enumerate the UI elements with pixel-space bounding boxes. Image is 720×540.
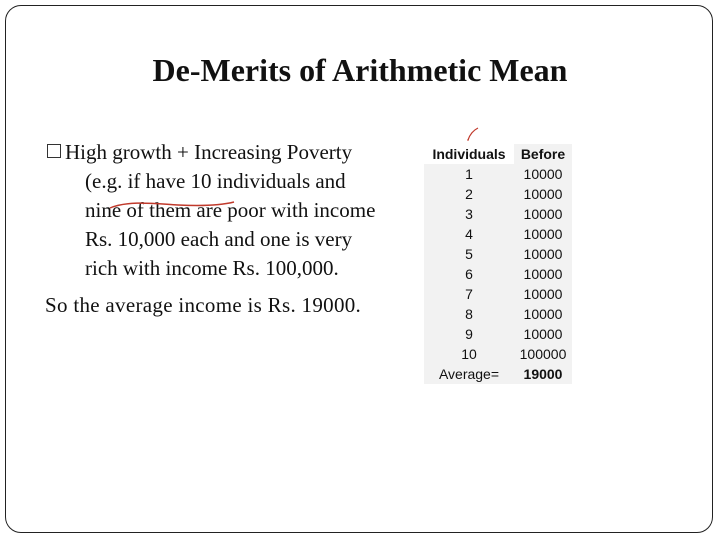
- average-label: Average=: [424, 364, 514, 384]
- table-header-row: [424, 144, 572, 164]
- cell-individual: 4: [424, 224, 514, 244]
- table-row: [424, 304, 572, 324]
- table-row: [424, 324, 572, 344]
- table-row: [424, 344, 572, 364]
- slide-title: De-Merits of Arithmetic Mean: [152, 52, 568, 88]
- cell-individual: 10: [424, 344, 514, 364]
- cell-individual: 7: [424, 284, 514, 304]
- cell-individual: 2: [424, 184, 514, 204]
- cell-income: 10000: [514, 164, 572, 184]
- cell-income: 10000: [514, 284, 572, 304]
- table-row: [424, 244, 572, 264]
- bullet-line-4: Rs. 10,000 each and one is very: [85, 227, 353, 251]
- cell-income: 10000: [514, 264, 572, 284]
- handwritten-underline: [108, 194, 238, 214]
- table-row: [424, 264, 572, 284]
- income-table: [424, 144, 572, 384]
- bullet-line-2: (e.g. if have 10 individuals and: [85, 169, 346, 193]
- bullet-line-3: nine of them are poor with income: [85, 198, 376, 222]
- handwritten-tick-mark: [466, 126, 480, 142]
- slide-body: [45, 138, 415, 320]
- average-value: 19000: [514, 364, 572, 384]
- table-row: [424, 224, 572, 244]
- cell-individual: 1: [424, 164, 514, 184]
- table-row: [424, 164, 572, 184]
- table-row: [424, 184, 572, 204]
- cell-income: 10000: [514, 224, 572, 244]
- cell-income: 10000: [514, 184, 572, 204]
- cell-individual: 8: [424, 304, 514, 324]
- cell-income: 100000: [514, 344, 572, 364]
- cell-income: 10000: [514, 204, 572, 224]
- summary-line: So the average income is Rs. 19000.: [45, 293, 362, 317]
- cell-individual: 9: [424, 324, 514, 344]
- table-row: [424, 204, 572, 224]
- cell-individual: 6: [424, 264, 514, 284]
- cell-income: 10000: [514, 304, 572, 324]
- checkbox-bullet-icon: [47, 144, 61, 158]
- cell-individual: 5: [424, 244, 514, 264]
- header-before: Before: [514, 144, 572, 164]
- average-row: [424, 364, 572, 384]
- table-row: [424, 284, 572, 304]
- cell-income: 10000: [514, 244, 572, 264]
- cell-individual: 3: [424, 204, 514, 224]
- bullet-line-1: High growth + Increasing Poverty: [65, 140, 353, 164]
- header-individuals: Individuals: [432, 146, 506, 162]
- bullet-line-5: rich with income Rs. 100,000.: [85, 256, 339, 280]
- cell-income: 10000: [514, 324, 572, 344]
